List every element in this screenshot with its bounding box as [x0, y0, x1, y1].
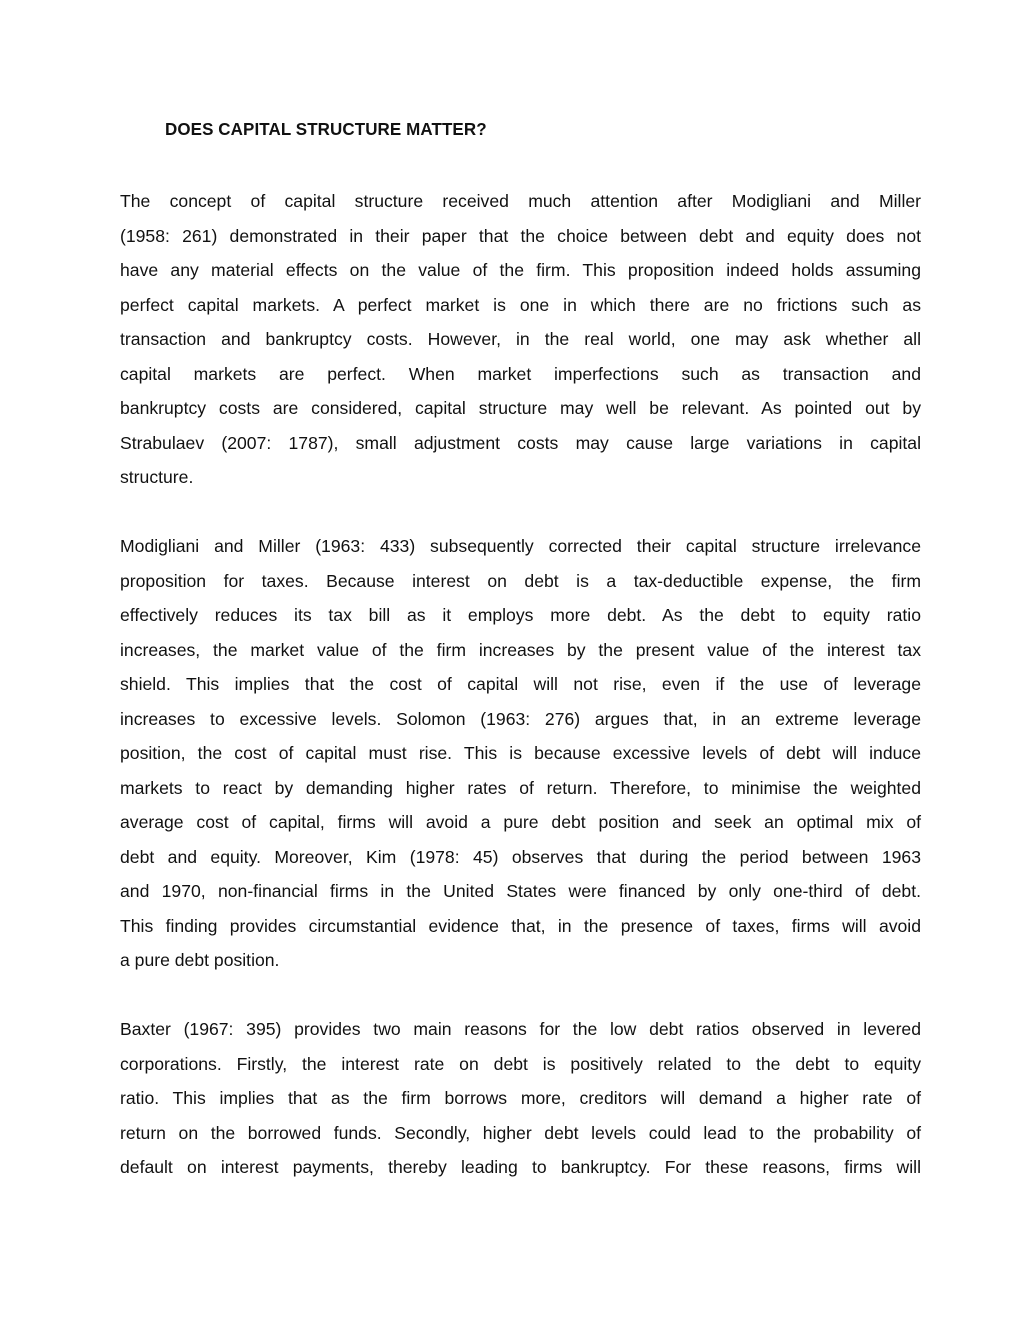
text-line: capital markets are perfect. When market imperfections such as transaction and: [120, 363, 921, 384]
paragraph-3: [120, 1012, 921, 1185]
text-line: This finding provides circumstantial evidence that, in the presence of taxes, firms will avoid: [120, 915, 921, 936]
text-line: position, the cost of capital must rise. This is because excessive levels of debt will induce: [120, 743, 921, 763]
text-line: debt and equity. Moreover, Kim (1978: 45) observes that during the period between 1963: [120, 846, 921, 867]
document-title: DOES CAPITAL STRUCTURE MATTER?: [165, 119, 487, 139]
text-line: corporations. Firstly, the interest rate on debt is positively related to the debt to equity: [120, 1053, 921, 1074]
text-line: ratio. This implies that as the firm borrows more, creditors will demand a higher rate of: [120, 1088, 921, 1108]
text-line: (1958: 261) demonstrated in their paper that the choice between debt and equity does not: [120, 225, 921, 246]
text-line: increases to excessive levels. Solomon (1963: 276) argues that, in an extreme leverage: [120, 708, 921, 729]
paragraph-1: [120, 184, 921, 495]
text-line: a pure debt position.: [120, 950, 280, 970]
text-line: bankruptcy costs are considered, capital structure may well be relevant. As pointed out by: [120, 398, 921, 418]
text-line: and 1970, non-financial firms in the United States were financed by only one-third of debt.: [120, 881, 921, 901]
text-line: effectively reduces its tax bill as it employs more debt. As the debt to equity ratio: [120, 605, 921, 625]
text-line: structure.: [120, 467, 194, 487]
text-line: shield. This implies that the cost of capital will not rise, even if the use of leverage: [120, 674, 921, 694]
text-line: The concept of capital structure received much attention after Modigliani and Miller: [120, 191, 921, 211]
paragraph-2: [120, 529, 921, 978]
text-line: perfect capital markets. A perfect market is one in which there are no frictions such as: [120, 294, 921, 315]
text-line: increases, the market value of the firm increases by the present value of the interest tax: [120, 639, 921, 660]
text-line: average cost of capital, firms will avoid a pure debt position and seek an optimal mix of: [120, 812, 921, 832]
text-line: transaction and bankruptcy costs. However, in the real world, one may ask whether all: [120, 329, 921, 349]
text-line: Modigliani and Miller (1963: 433) subsequently corrected their capital structure irrelevance: [120, 536, 921, 556]
text-line: return on the borrowed funds. Secondly, higher debt levels could lead to the probability of: [120, 1122, 921, 1143]
text-line: Baxter (1967: 395) provides two main reasons for the low debt ratios observed in levered: [120, 1019, 921, 1039]
text-line: markets to react by demanding higher rates of return. Therefore, to minimise the weighted: [120, 777, 921, 798]
text-line: Strabulaev (2007: 1787), small adjustment costs may cause large variations in capital: [120, 432, 921, 453]
text-line: have any material effects on the value of the firm. This proposition indeed holds assuming: [120, 260, 921, 280]
text-line: default on interest payments, thereby leading to bankruptcy. For these reasons, firms will: [120, 1157, 921, 1177]
text-line: proposition for taxes. Because interest on debt is a tax-deductible expense, the firm: [120, 570, 921, 591]
